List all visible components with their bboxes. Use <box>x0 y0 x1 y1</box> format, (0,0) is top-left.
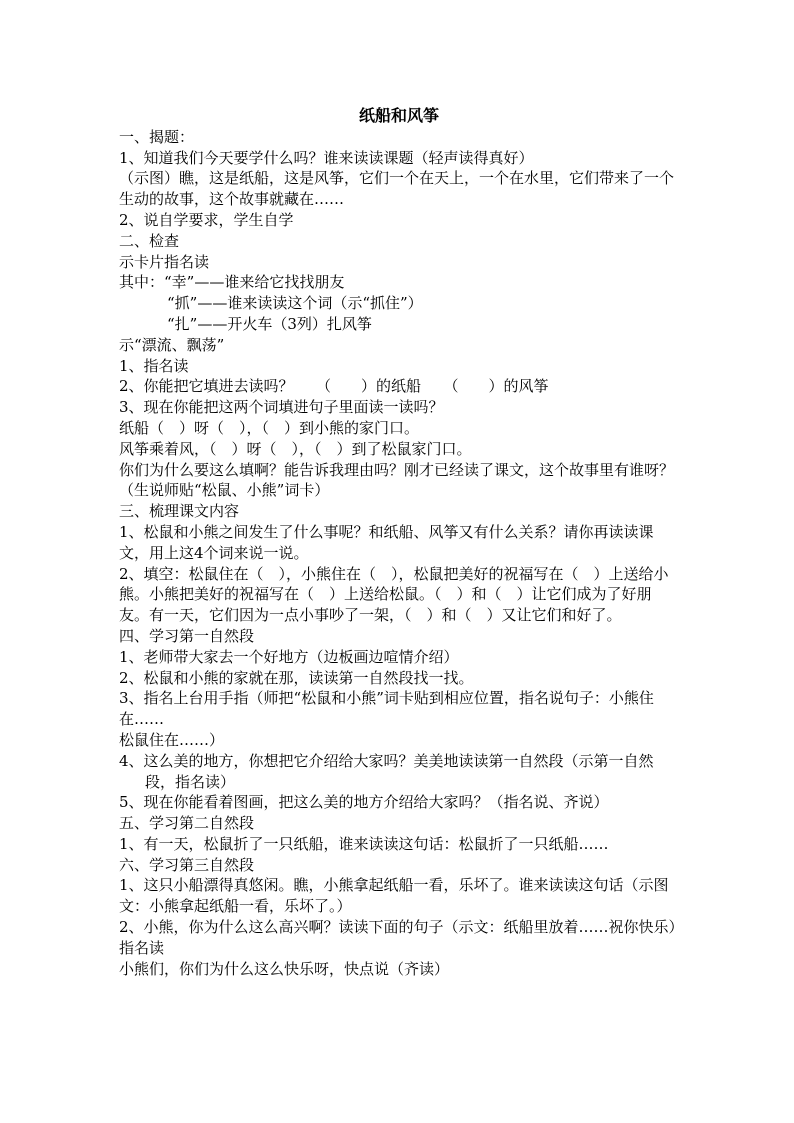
paragraph: 2、填空：松鼠住在（ ），小熊住在（ ），松鼠把美好的祝福写在（ ）上送给小熊。小熊把美好的祝福写在（ ）上送给松鼠。（ ）和（ ）让它们成为了好朋友。有一天，它们因为一点小事吵了一架，（ ）和（ ）又让它们和好了。 <box>119 564 669 625</box>
paragraph: 示卡片指名读 <box>119 252 210 271</box>
section-heading-5: 五、学习第二自然段 <box>119 814 255 833</box>
section-heading-3: 三、梳理课文内容 <box>119 502 240 521</box>
paragraph: 1、有一天，松鼠折了一只纸船，谁来读读这句话：松鼠折了一只纸船…… <box>119 834 609 853</box>
paragraph: 1、松鼠和小熊之间发生了什么事呢？和纸船、风筝又有什么关系？请你再读读课文，用上这4个词来说一说。 <box>119 522 654 562</box>
paragraph: 小熊们，你们为什么这么快乐呀，快点说（齐读） <box>119 959 450 978</box>
paragraph: 3、现在你能把这两个词填进句子里面读一读吗？ <box>119 398 444 417</box>
paragraph: 2、你能把它填进去读吗？ （ ）的纸船 （ ）的风筝 <box>119 377 549 396</box>
section-heading-2: 二、检查 <box>119 231 180 250</box>
paragraph: 1、指名读 <box>119 356 189 375</box>
paragraph: 你们为什么要这么填啊？能告诉我理由吗？刚才已经读了课文，这个故事里有谁呀？（生说师贴“松鼠、小熊”词卡） <box>119 460 675 500</box>
paragraph: 其中：“幸”——谁来给它找找朋友 <box>119 273 345 292</box>
paragraph: “抓”——谁来读读这个词（示“抓住”） <box>167 294 423 313</box>
paragraph: 2、松鼠和小熊的家就在那，读读第一自然段找一找。 <box>119 668 474 687</box>
paragraph: 风筝乘着风，（ ）呀（ ），（ ）到了松鼠家门口。 <box>119 439 472 458</box>
section-heading-4: 四、学习第一自然段 <box>119 626 255 645</box>
section-heading-6: 六、学习第三自然段 <box>119 855 255 874</box>
paragraph: 示“漂流、飘荡” <box>119 335 225 354</box>
paragraph: 1、老师带大家去一个好地方（边板画边喧情介绍） <box>119 647 459 666</box>
paragraph: 5、现在你能看着图画，把这么美的地方介绍给大家吗？（指名说、齐说） <box>119 793 609 812</box>
paragraph: 2、说自学要求，学生自学 <box>119 210 294 229</box>
paragraph: 纸船（ ）呀（ ），（ ）到小熊的家门口。 <box>119 418 420 437</box>
paragraph: 3、指名上台用手指（师把“松鼠和小熊”词卡贴到相应位置，指名说句子：小熊住在…… <box>119 689 654 729</box>
paragraph: 1、这只小船漂得真悠闲。瞧，小熊拿起纸船一看，乐坏了。谁来读读这句话（示图文：小熊拿起纸船一看，乐坏了。） <box>119 876 669 916</box>
paragraph: （示图）瞧，这是纸船，这是风筝，它们一个在天上，一个在水里，它们带来了一个生动的故事，这个故事就藏在…… <box>119 169 675 209</box>
paragraph: 1、知道我们今天要学什么吗？谁来读读课题（轻声读得真好） <box>119 148 534 167</box>
paragraph: 2、小熊，你为什么这么高兴啊？读读下面的句子（示文：纸船里放着……祝你快乐）指名读 <box>119 918 677 957</box>
section-heading-1: 一、揭题： <box>119 127 195 146</box>
document-page <box>119 106 679 979</box>
paragraph: “扎”——开火车（3列）扎风筝 <box>167 314 372 333</box>
paragraph: 松鼠住在……） <box>119 730 225 749</box>
document-title: 纸船和风筝 <box>358 106 439 125</box>
paragraph: 4、这么美的地方，你想把它介绍给大家吗？美美地读读第一自然段（示第一自然段，指名读） <box>119 751 654 791</box>
